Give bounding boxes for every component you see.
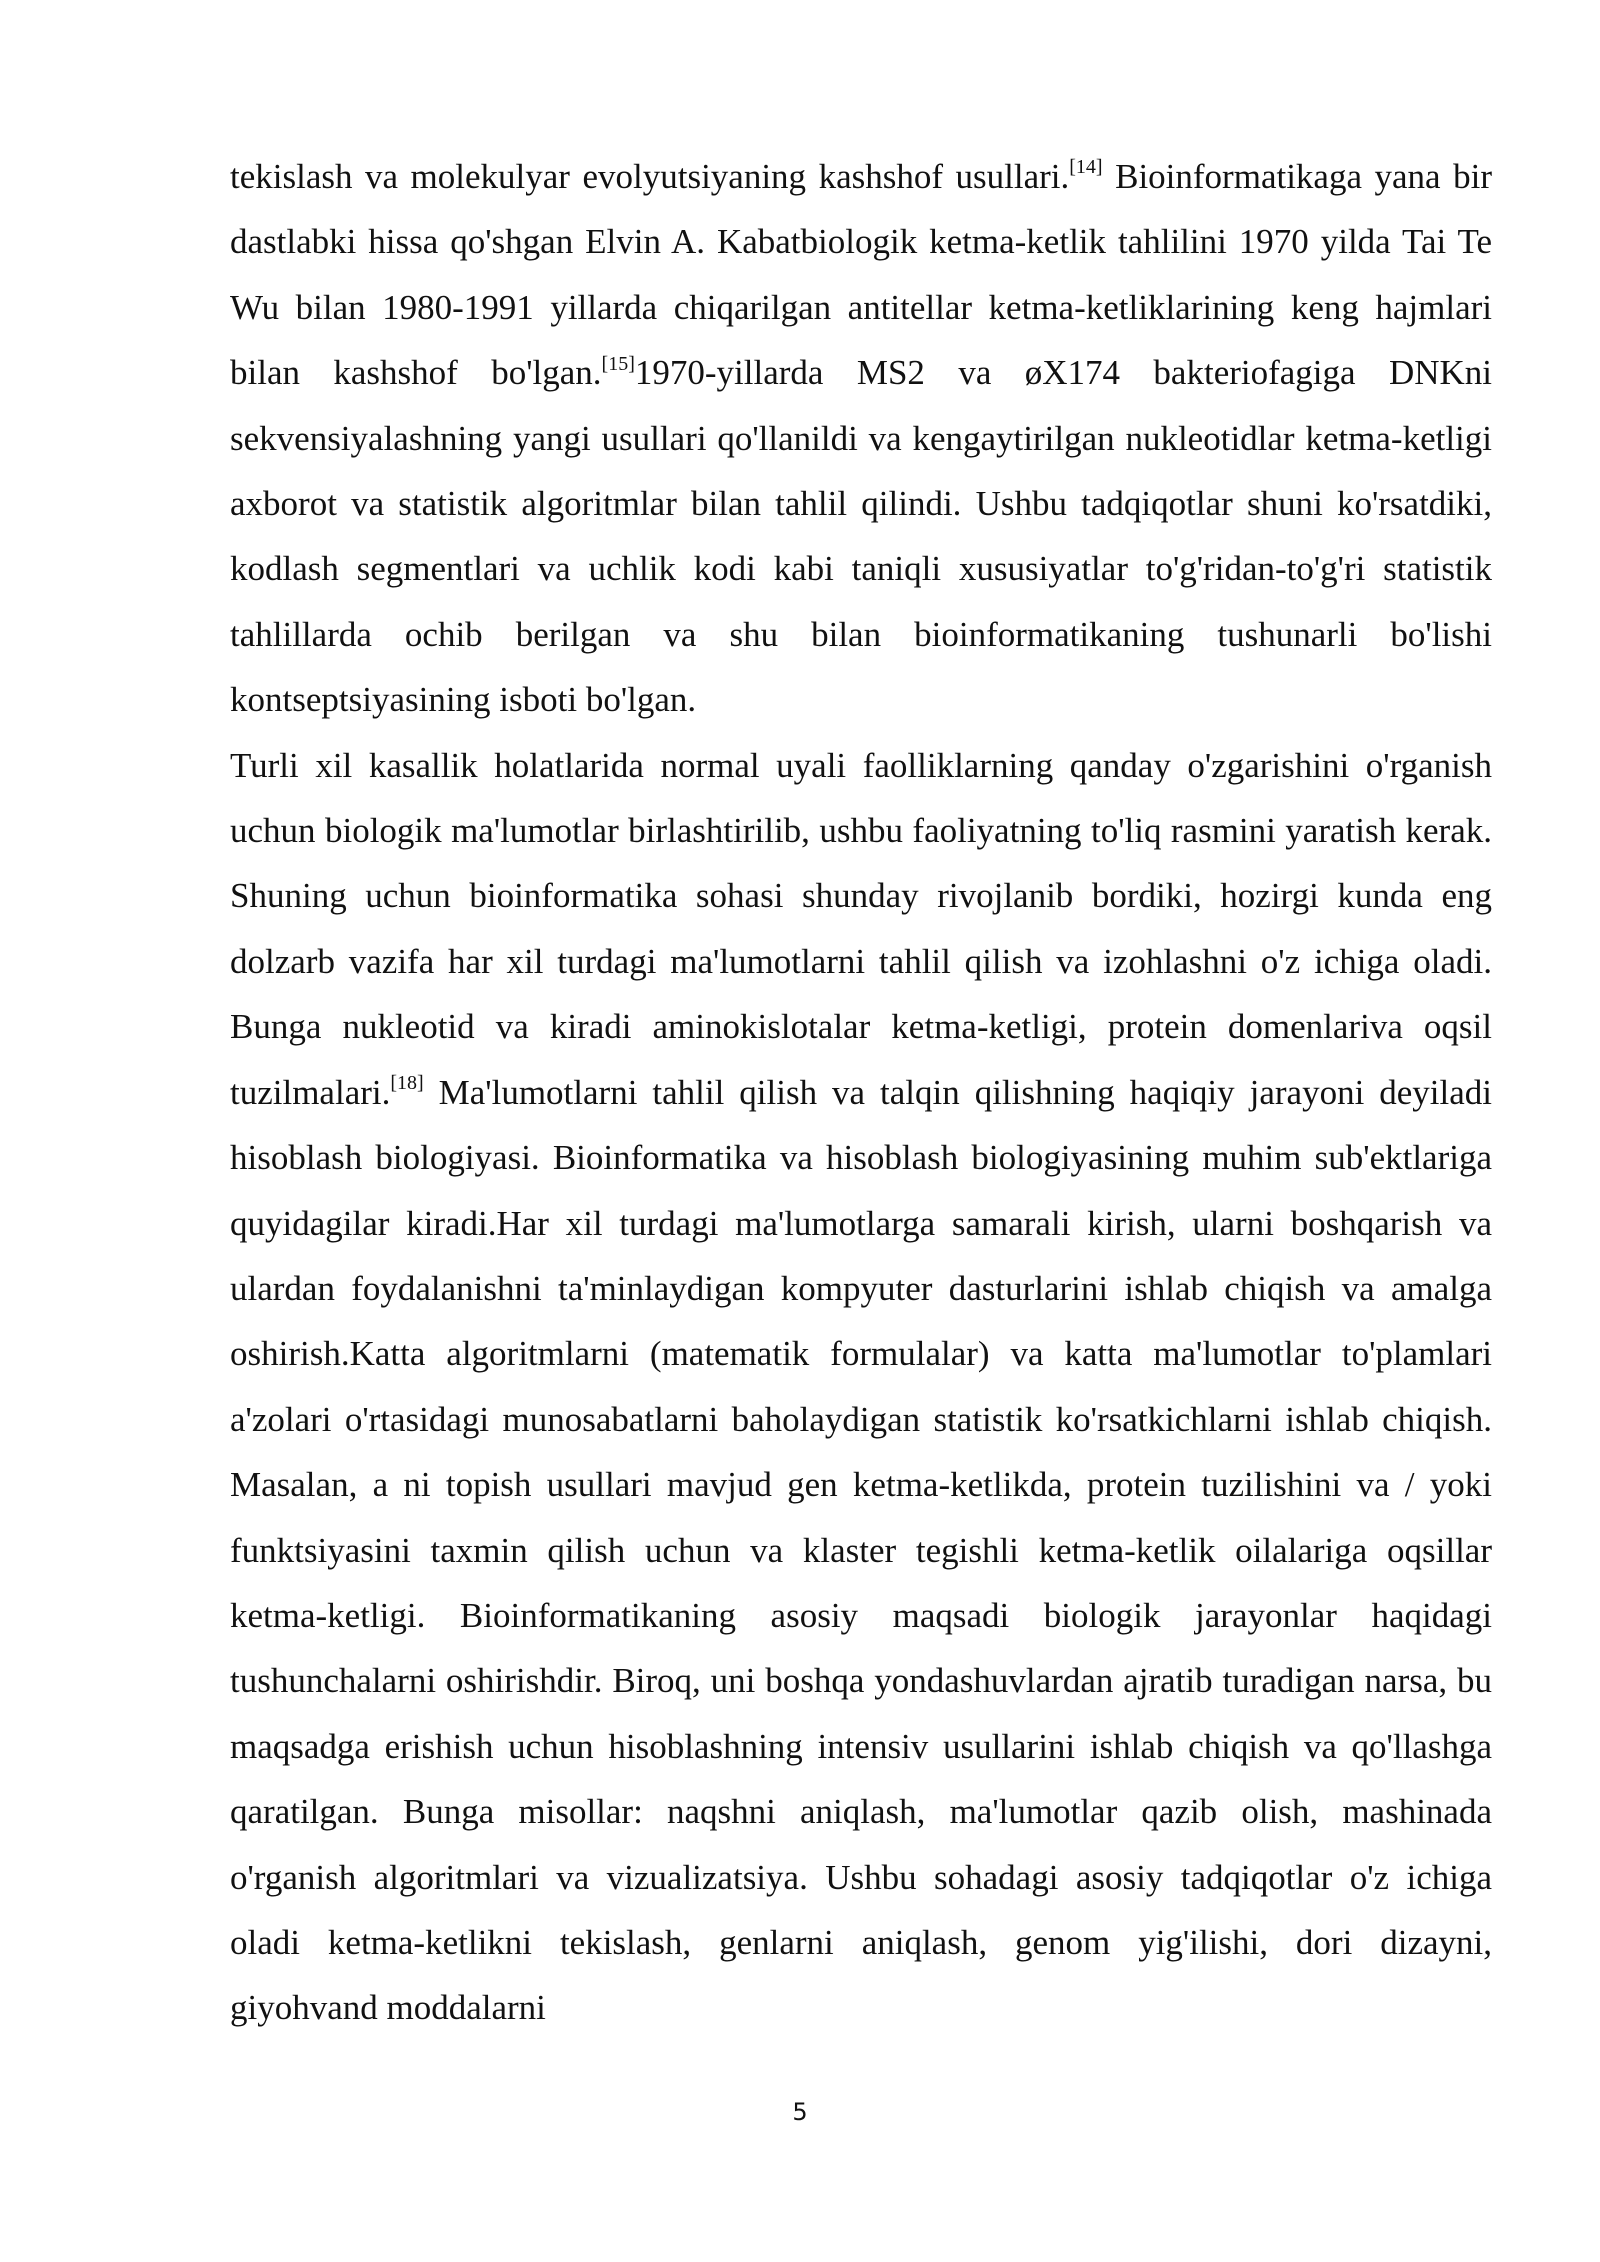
paragraph-1 [230,144,1492,733]
text-run: Ma'lumotlarni tahlil qilish va talqin qilishning haqiqiy jarayoni deyiladi hisoblash biologiyasi. Bioinformatika va hisoblash biologiyasining muhim sub'ektlariga quyidagilar kiradi.Har xil turdagi ma'lumotlarga samarali kirish, ularni boshqarish va ulardan foydalanishni ta'minlaydigan kompyuter dasturlarini ishlab chiqish va amalga oshirish.Katta algoritmlarni (matematik formulalar) va katta ma'lumotlar to'plamlari a'zolari o'rtasidagi munosabatlarni baholaydigan statistik ko'rsatkichlarni ishlab chiqish. Masalan, a ni topish usullari mavjud gen ketma-ketlikda, protein tuzilishini va / yoki funktsiyasini taxmin qilish uchun va klaster tegishli ketma-ketlik oilalariga oqsillar ketma-ketligi. Bioinformatikaning asosiy maqsadi biologik jarayonlar haqidagi tushunchalarni oshirishdir. Biroq, uni boshqa yondashuvlardan ajratib turadigan narsa, bu maqsadga erishish uchun hisoblashning intensiv usullarini ishlab chiqish va qo'llashga qaratilgan. Bunga misollar: naqshni aniqlash, ma'lumotlar qazib olish, mashinada o'rganish algoritmlari va vizualizatsiya. Ushbu sohadagi asosiy tadqiqotlar o'z ichiga oladi ketma-ketlikni tekislash, genlarni aniqlash, genom yig'ilishi, dori dizayni, giyohvand moddalarni [230,1072,1492,2028]
text-run: tekislash va molekulyar evolyutsiyaning kashshof usullari. [230,157,1070,196]
body-text [230,144,1492,2041]
citation-18: [18] [390,1072,424,1095]
text-run: 1970-yillarda MS2 va øX174 bakteriofagiga DNKni sekvensiyalashning yangi usullari qo'llanildi va kengaytirilgan nukleotidlar ketma-ketligi axborot va statistik algoritmlar bilan tahlil qilindi. Ushbu tadqiqotlar shuni ko'rsatdiki, kodlash segmentlari va uchlik kodi kabi taniqli xususiyatlar to'g'ridan-to'g'ri statistik tahlillarda ochib berilgan va shu bilan bioinformatikaning tushunarli bo'lishi kontseptsiyasining isboti bo'lgan. [230,353,1493,720]
citation-15: [15] [601,352,635,375]
page-number: 5 [792,2098,808,2126]
text-run: Turli xil kasallik holatlarida normal uyali faolliklarning qanday o'zgarishini o'rganish uchun biologik ma'lumotlar birlashtirilib, ushbu faoliyatning to'liq rasmini yaratish kerak. Shuning uchun bioinformatika sohasi shunday rivojlanib bordiki, hozirgi kunda eng dolzarb vazifa har xil turdagi ma'lumotlarni tahlil qilish va izohlashni o'z ichiga oladi. Bunga nukleotid va kiradi aminokislotalar ketma-ketligi, protein domenlariva oqsil tuzilmalari. [230,745,1492,1112]
citation-14: [14] [1069,156,1103,179]
paragraph-2 [230,733,1492,2041]
text-run: Bioinformatikaga yana bir dastlabki hissa qo'shgan Elvin A. Kabatbiologik ketma-ketlik tahlilini 1970 yilda Tai Te Wu bilan 1980-1991 yillarda chiqarilgan antitellar ketma-ketliklarining keng hajmlari bilan kashshof bo'lgan. [230,157,1492,393]
